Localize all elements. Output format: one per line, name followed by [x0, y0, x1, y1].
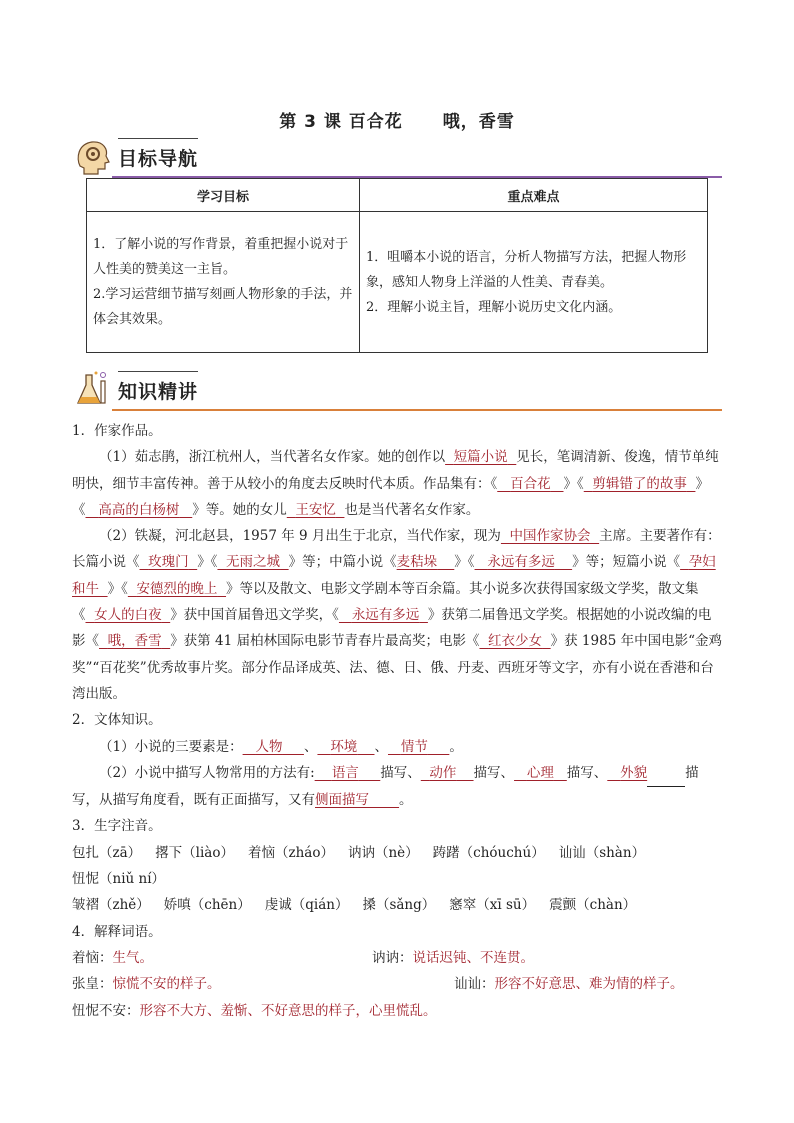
vocab-definition: 形容不好意思、难为情的样子。: [494, 976, 684, 993]
pinyin: zhě: [112, 897, 137, 914]
goals-section-header: [70, 136, 722, 178]
text: 》获第二届鲁迅文学奖。根据她的小说改编的电影《: [72, 607, 712, 650]
vocab-definition: 惊慌不安的样子。: [112, 976, 221, 993]
text: （1）小说的三要素是：: [99, 738, 243, 755]
pronunciation-item: 搡（sǎng）: [362, 897, 436, 914]
pinyin: qián: [305, 897, 335, 914]
pronunciation-item: 窸窣（xī sū）: [449, 897, 536, 914]
pinyin: sǎng: [389, 897, 422, 914]
answer-text: 王安忆: [295, 501, 336, 518]
text: 见长，笔调清新、俊逸，情节单纯明快，细节丰富传神。善于从较小的角度去反映时代本质。作品集有：《: [72, 449, 719, 492]
vocab-item: [372, 945, 534, 971]
goal-item: 2.学习运营细节描写刻画人物形象的手法，并体会其效果。: [93, 287, 353, 327]
subheading-author: 1．作家作品。: [72, 423, 162, 439]
word: 震颤: [549, 897, 577, 914]
answer: [445, 449, 516, 465]
title-story: 哦，香雪: [442, 112, 515, 132]
text: 也是当代著名女作家。: [344, 501, 480, 518]
word: 着恼: [247, 844, 275, 861]
answer: [584, 476, 696, 492]
text: 描写、: [380, 764, 421, 781]
word: 包扎: [72, 844, 99, 861]
vocab-definition: 说话迟钝、不连贯。: [412, 949, 534, 966]
text: 》等。她的女儿: [192, 501, 287, 518]
pronunciation-item: 忸怩（niǔ ní）: [72, 871, 166, 888]
text: 》《: [454, 554, 475, 571]
text: 》《: [107, 580, 128, 597]
goals-cell: [87, 212, 360, 353]
answer: [317, 739, 374, 755]
answer-text: 情节: [400, 738, 428, 755]
text: 描写、: [473, 764, 515, 781]
pinyin: xī sū: [489, 897, 522, 914]
answer-text: 红衣少女: [488, 633, 543, 650]
word: 踌躇: [432, 844, 460, 861]
vocab-term: 张皇：: [72, 976, 113, 993]
knowledge-section-header: [70, 369, 722, 411]
vocab-term: 讪讪：: [454, 976, 495, 993]
pinyin: nè: [388, 844, 406, 861]
answer: [514, 765, 567, 781]
word: 搡: [362, 897, 376, 914]
answer-text: 女人的白夜: [94, 607, 162, 624]
answer-text: 中国作家协会: [509, 528, 591, 545]
pronunciation-item: 震颤（chàn）: [549, 897, 637, 914]
word: 娇嗔: [163, 897, 191, 914]
pronunciation-item: 着恼（zháo）: [247, 844, 334, 861]
text: 描写，从描写角度看，既有正面描写，又有: [72, 764, 699, 809]
section-overline: [118, 138, 198, 139]
answer: [243, 739, 304, 755]
word: 虔诚: [264, 897, 292, 914]
answer: [315, 792, 399, 808]
pronunciation-item: 包扎（zā）: [72, 844, 142, 861]
vocab-item: [454, 971, 684, 997]
text: 》等；中篇小说《: [288, 554, 397, 571]
pronunciation-item: 皱褶（zhě）: [72, 897, 150, 914]
vocab-definition: 生气。: [112, 949, 153, 966]
answer-text: 环境: [330, 738, 358, 755]
text: （2）铁凝，河北赵县，1957 年 9 月出生于北京，当代作家，现为: [99, 528, 501, 545]
vocab-term: 讷讷：: [372, 949, 413, 966]
word: 撂下: [155, 844, 183, 861]
table-header-focus: 重点难点: [360, 179, 708, 212]
text: 。: [399, 792, 413, 809]
answer: [607, 765, 647, 781]
section-title: 目标导航: [118, 148, 199, 170]
pronunciation-item: 虔诚（qián）: [264, 897, 349, 914]
answer-text: 永远有多远: [487, 554, 555, 571]
head-gear-icon: [72, 136, 112, 176]
text: 、: [374, 738, 388, 755]
focus-item: 2．理解小说主旨，理解小说历史文化内涵。: [366, 299, 622, 315]
answer: [339, 607, 428, 623]
answer: [315, 765, 381, 781]
answer: [217, 554, 288, 570]
text: 》《: [197, 554, 218, 571]
subheading-vocabulary: 4．解释词语。: [72, 923, 162, 940]
word: 讪讪: [558, 844, 586, 861]
pinyin: zā: [112, 844, 128, 861]
pronunciation-item: 讷讷（nè）: [347, 844, 419, 861]
vocab-row: [72, 971, 724, 997]
pronunciation-item: 娇嗔（chēn）: [163, 897, 251, 914]
answer-text: 高高的白杨树: [98, 501, 180, 518]
section-title: 知识精讲: [118, 381, 199, 403]
goal-item: 1．了解小说的写作背景，着重把握小说对于人性美的赞美这一主旨。: [93, 237, 349, 277]
answer: [99, 633, 170, 649]
text: 》等；短篇小说《: [572, 554, 681, 571]
pinyin: zháo: [288, 844, 321, 861]
answer: [388, 739, 449, 755]
table-header-goals: 学习目标: [87, 179, 360, 212]
answer: [140, 554, 198, 570]
text: 描写、: [566, 764, 608, 781]
subheading-pronunciation: 3．生字注音。: [72, 818, 162, 835]
focus-item: 1．咀嚼本小说的语言，分析人物描写方法，把握人物形象，感知人物身上洋溢的人性美、青春美。: [366, 249, 687, 290]
word: 皱褶: [72, 897, 99, 914]
knowledge-body: [72, 418, 724, 1024]
text: 》获第 41 届柏林国际电影节青春片最高奖；电影《: [170, 633, 480, 650]
answer-text: 语言: [331, 764, 359, 781]
answer-text: 剪辑错了的故事: [592, 475, 687, 492]
answer-text: 百合花: [510, 475, 551, 492]
word: 忸怩: [72, 871, 99, 888]
blank-line: [647, 760, 685, 787]
answer: [479, 633, 550, 649]
text: 》《: [563, 475, 584, 492]
text: 》等以及散文、电影文学剧本等百余篇。其小说多次获得国家级文学奖，散文集《: [72, 580, 699, 624]
answer-text: 短篇小说: [453, 449, 508, 466]
answer: [86, 607, 171, 623]
text: （2）小说中描写人物常用的方法有:: [99, 764, 315, 781]
page-title: [0, 107, 794, 132]
section-rule: [112, 409, 722, 411]
answer-text: 侧面描写: [315, 792, 369, 809]
answer-text: 动作: [429, 764, 457, 781]
vocab-item: [72, 971, 221, 997]
word: 讷讷: [347, 844, 375, 861]
answer-text: 无雨之城: [226, 554, 281, 571]
answer-text: 哦，香雪: [107, 633, 162, 650]
answer: [421, 765, 474, 781]
answer-text: 永远有多远: [351, 607, 420, 624]
answer-text: 安德烈的晚上: [136, 580, 218, 597]
paragraph-ru-zhijuan: [72, 444, 724, 523]
vocab-term: 着恼：: [72, 949, 113, 966]
vocab-item: [72, 998, 437, 1024]
paragraph-description-methods: [72, 760, 724, 814]
answer: [497, 476, 563, 492]
answer: [501, 528, 599, 544]
goals-table: [86, 178, 708, 353]
pronunciation-row-2: [72, 892, 724, 918]
word: 窸窣: [449, 897, 477, 914]
paragraph-tie-ning: [72, 523, 724, 707]
vocab-row: [72, 945, 724, 971]
lab-flask-icon: [72, 369, 112, 409]
pronunciation-item: 讪讪（shàn）: [558, 844, 646, 861]
vocab-term: 忸怩不安：: [72, 1002, 140, 1019]
answer-text: 人物: [255, 738, 283, 755]
pronunciation-item: 踌躇（chóuchú）: [432, 844, 545, 861]
vocab-definition: 形容不大方、羞惭、不好意思的样子，心里慌乱。: [139, 1002, 437, 1019]
pinyin: shàn: [599, 844, 632, 861]
pinyin: niǔ ní: [112, 871, 152, 888]
vocab-item: [72, 945, 153, 971]
text: 》获 1985 年中国电影“金鸡奖”“百花奖”优秀故事片奖。部分作品译成英、法、德、日、俄、丹麦、西班牙等文字，亦有小说在香港和台湾出版。: [72, 633, 722, 702]
answer: [287, 502, 345, 518]
answer-text: 麦秸垛: [396, 554, 438, 571]
text: 》《: [72, 475, 709, 518]
answer-text: 孕妇和牛: [72, 554, 716, 597]
text: 》获中国首届鲁迅文学奖，《: [170, 607, 339, 624]
answer-text: 心理: [526, 764, 554, 781]
text: 主席。主要著作有：长篇小说《: [72, 528, 721, 571]
text: 、: [303, 738, 318, 755]
title-lesson: 第 3 课 百合花: [279, 112, 403, 132]
pronunciation-item: 撂下（liào）: [155, 844, 234, 861]
answer: [128, 581, 226, 597]
vocab-row: [72, 998, 724, 1024]
text: 。: [449, 738, 463, 755]
pinyin: liào: [195, 844, 221, 861]
focus-cell: [360, 212, 708, 353]
pronunciation-row-1: [72, 840, 724, 893]
answer: [475, 554, 573, 570]
text: （1）茹志鹃，浙江杭州人，当代著名女作家。她的创作以: [99, 449, 446, 466]
answer-text: 外貌: [620, 764, 648, 781]
pinyin: chàn: [589, 897, 623, 914]
subheading-genre: 2．文体知识。: [72, 712, 162, 729]
answer-text: 玫瑰门: [148, 554, 189, 571]
pinyin: chóuchú: [473, 844, 532, 861]
pinyin: chēn: [204, 897, 238, 914]
paragraph-three-elements: [72, 734, 724, 760]
answer: [397, 554, 455, 570]
answer: [86, 502, 193, 518]
section-overline: [118, 371, 198, 372]
